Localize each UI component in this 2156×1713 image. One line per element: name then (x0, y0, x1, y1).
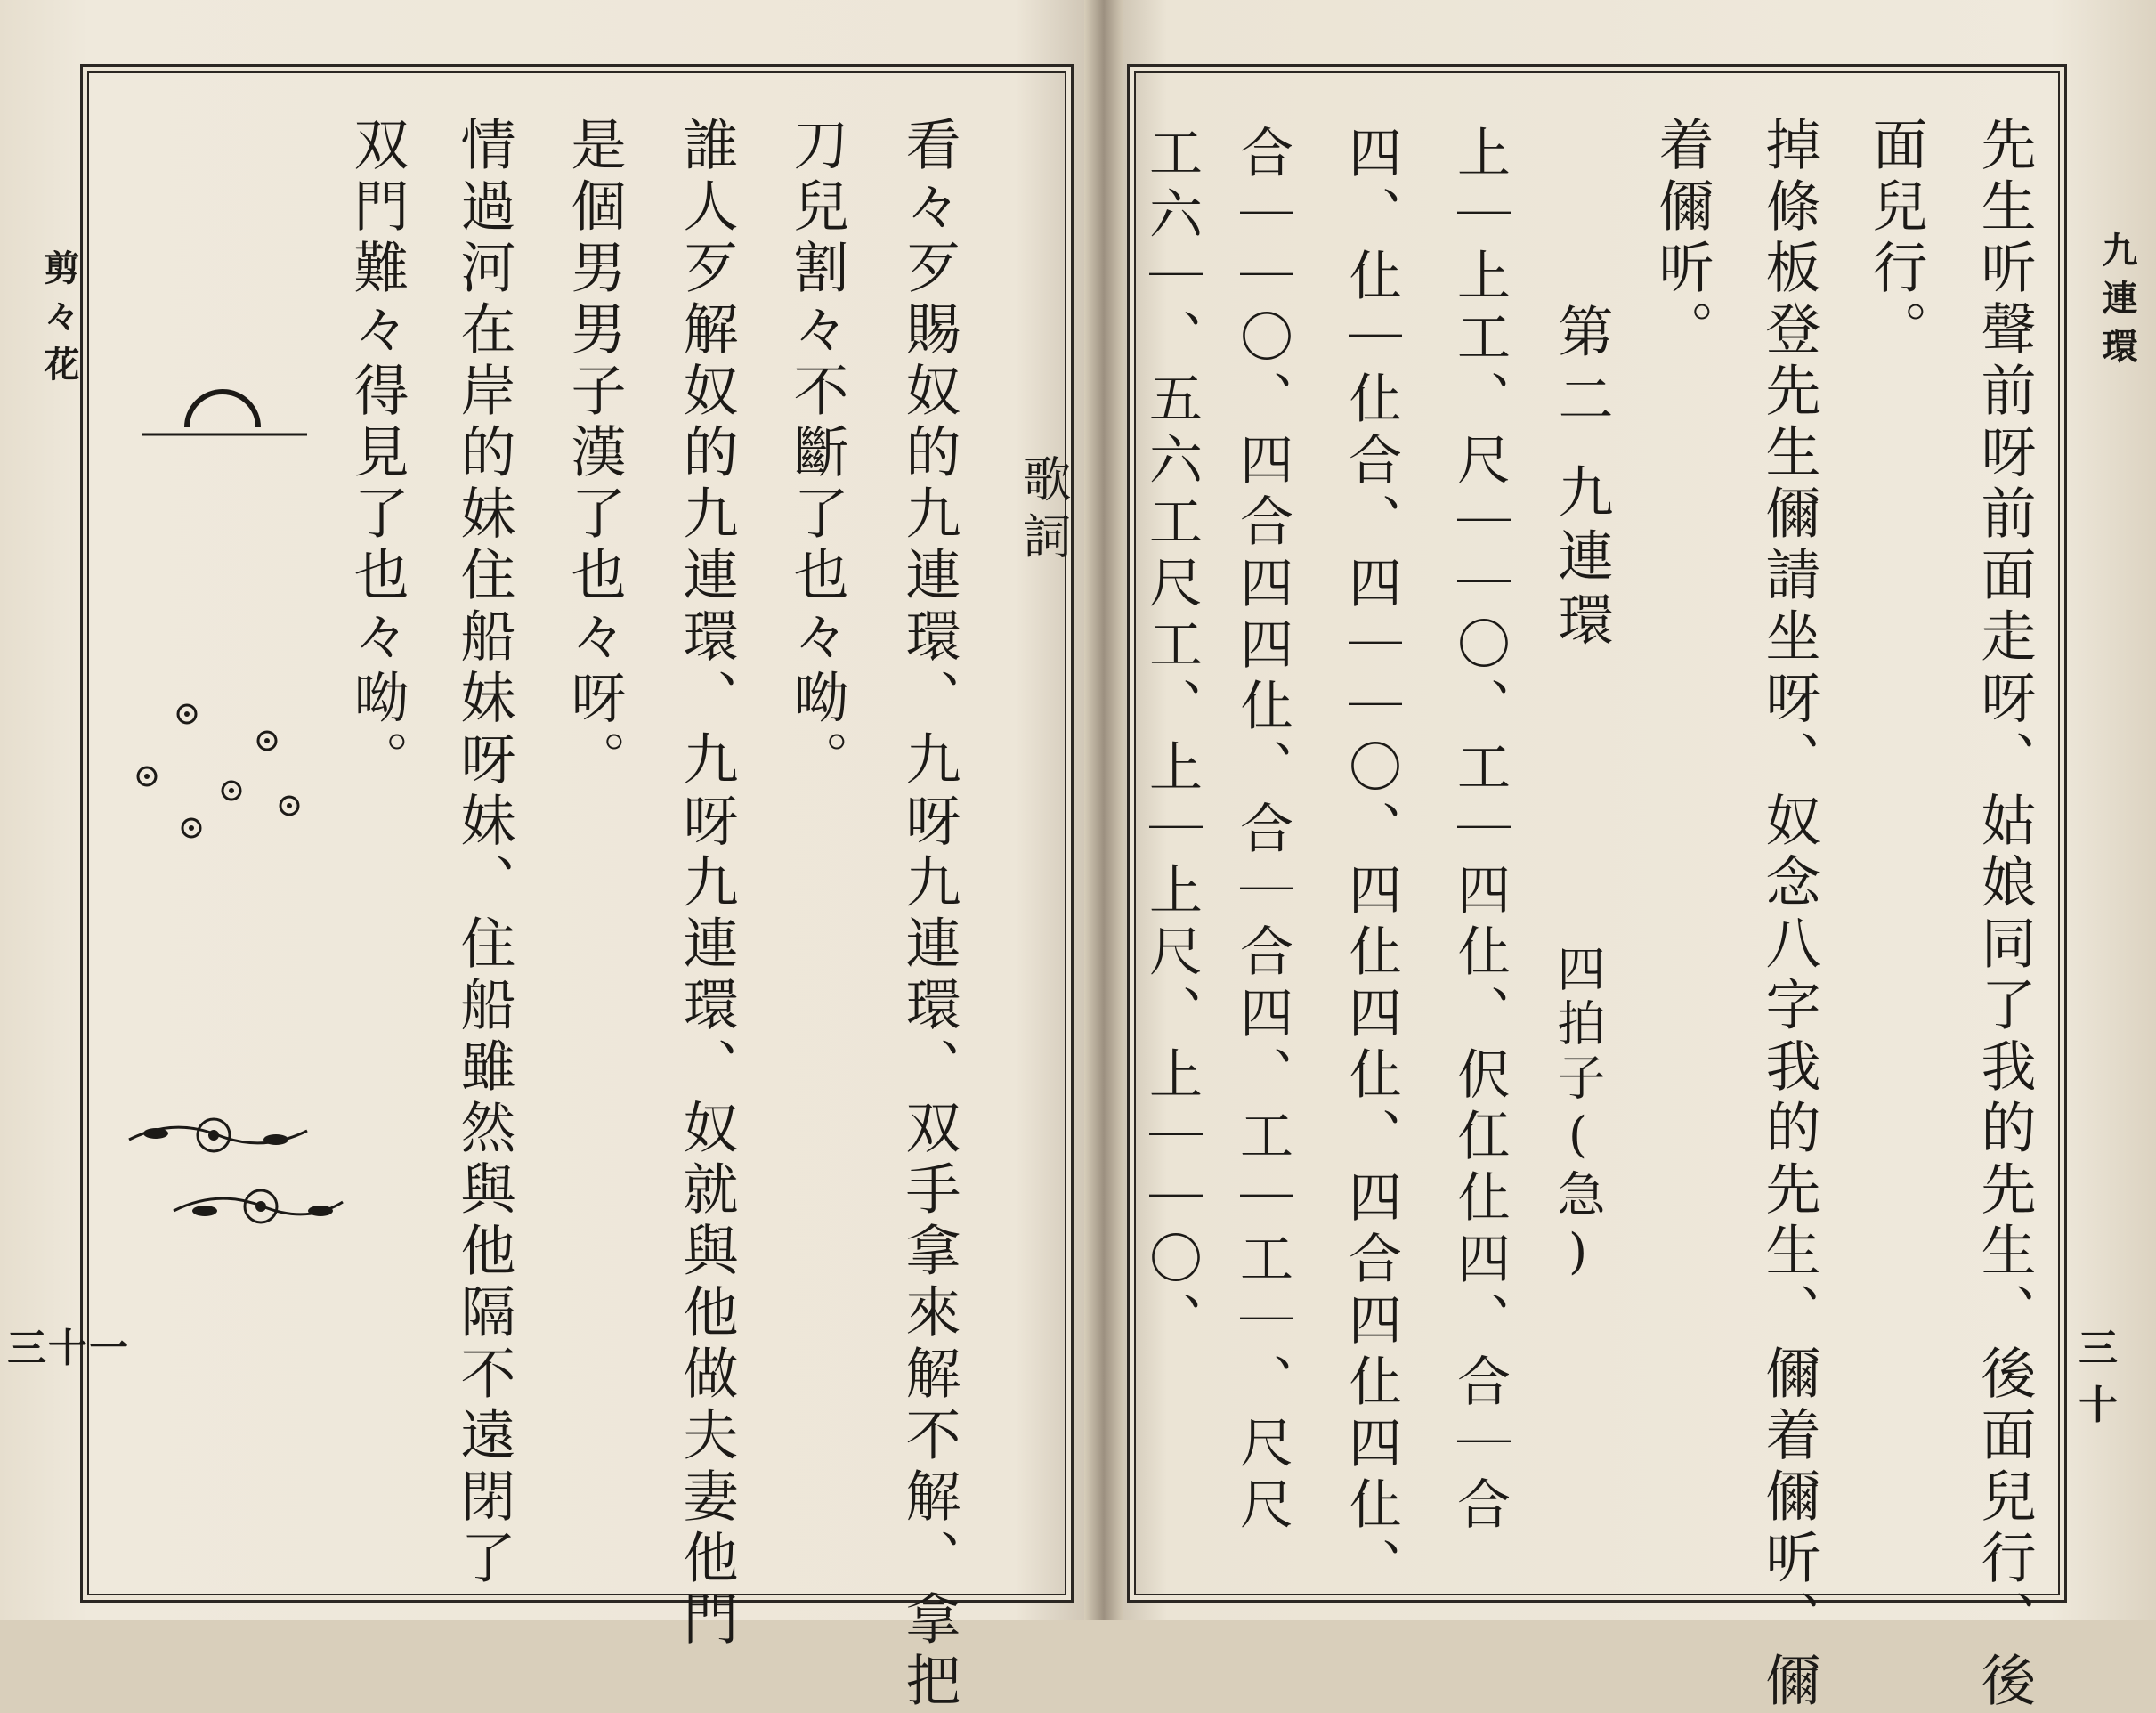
rising-sun-ornament (142, 356, 312, 454)
text-column-1: 先生听聲前呀前面走呀、姑娘同了我的先生、後面兒行、後 (1972, 116, 2037, 1713)
notation-column-3: 合｜｜〇、四合四四仩、合｜合四、工｜工｜、尺尺 (1231, 125, 1293, 1538)
heading-number: 第二 (1549, 303, 1614, 438)
notation-column-4: 工六｜、五六工尺工、上｜上尺、上｜｜〇、 (1140, 125, 1203, 1353)
text-column-3: 掉條板登先生儞請坐呀、奴念八字我的先生、儞着儞听、儞 (1756, 116, 1821, 1713)
lyric-column-4: 是個男男子漢了也々呀。 (562, 116, 627, 792)
heading-title: 九連環 (1549, 463, 1614, 655)
right-page-number: 三十 (2079, 1326, 2120, 1428)
lyric-column-2: 刀兒割々不斷了也々呦。 (784, 116, 849, 792)
book-gutter (1084, 0, 1123, 1620)
floral-sprig-ornament (120, 1100, 352, 1260)
left-page-number: 三十一 (7, 1326, 130, 1371)
lyrics-section-label: 歌詞 (1016, 454, 1072, 568)
text-column-2: 面兒行。 (1863, 116, 1928, 361)
left-running-title: 剪々花 (38, 249, 80, 394)
lyric-column-6: 双門難々得見了也々呦。 (344, 116, 409, 792)
lyric-column-3: 誰人歹解奴的九連環、九呀九連環、奴就與他做夫妻他門 (674, 116, 739, 1652)
scattered-blossoms-ornament (125, 694, 320, 855)
lyric-column-1: 看々歹賜奴的九連環、九呀九連環、双手拿來解不解、拿把 (896, 116, 961, 1713)
right-running-title: 九連環 (2096, 231, 2138, 376)
notation-column-1: 上｜上工、尺｜｜〇、工｜四仩、伬仜仩四、合｜合 (1448, 125, 1511, 1538)
lyric-column-5: 情過河在岸的妹住船妹呀妹、住船雖然與他隔不遠閉了 (451, 116, 516, 1590)
heading-tempo: 四拍子(急) (1550, 944, 1606, 1286)
text-column-4: 着儞听。 (1649, 116, 1714, 361)
notation-column-2: 四、仩｜仩合、四｜｜〇、四仩四仩、四合四仩四仩、 (1340, 125, 1402, 1599)
